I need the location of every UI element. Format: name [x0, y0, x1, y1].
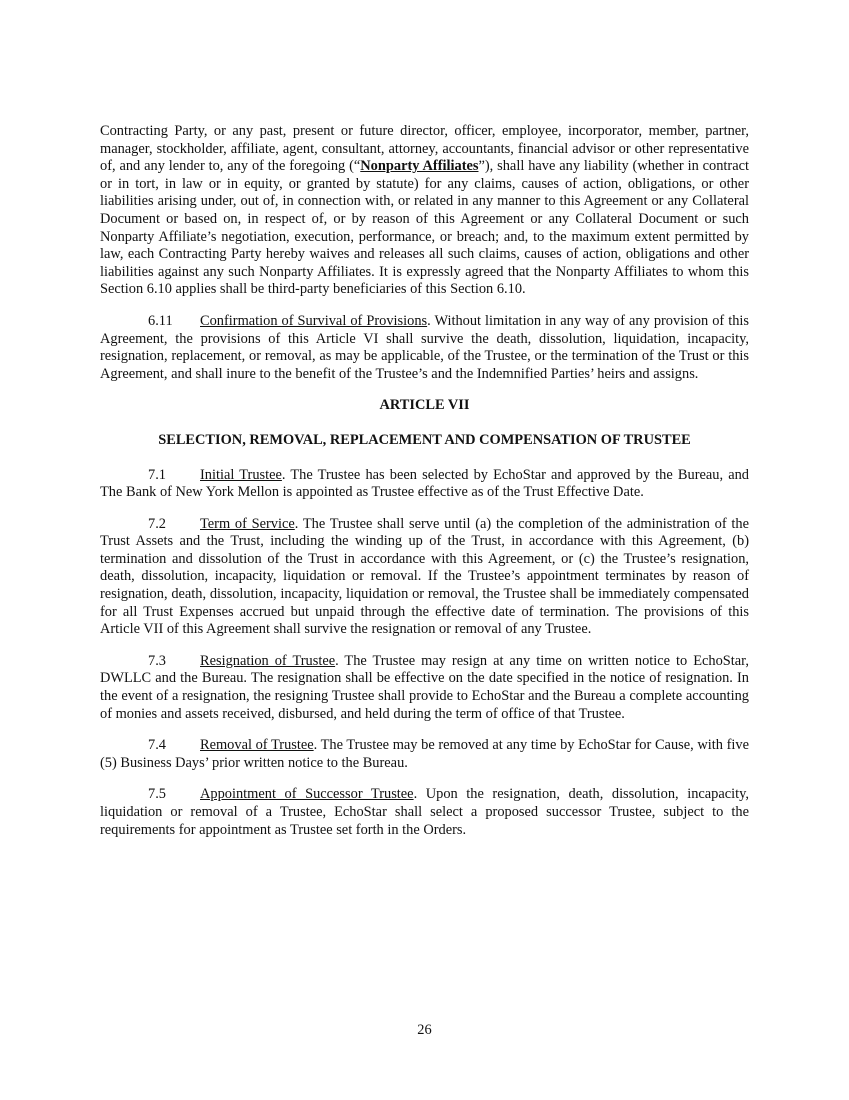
paragraph-6-10-continued [100, 123, 749, 299]
section-text: . Upon the resignation, death, dissolution, incapacity, liquidation or removal of a Trustee, EchoStar shall select a proposed successor Trustee, subject to the requirements for appointment as Trustee set forth in the Orders. [100, 786, 749, 838]
section-number: 7.5 [148, 786, 166, 803]
section-text: . The Trustee shall serve until (a) the completion of the administration of the Trust Assets and the Trust, including the winding up of the Trust, in accordance with this Agreement, (b) termination and dissolution of the Trust in accordance with this Agreement, or (c) the Trustee’s resignation, death, dissolution, incapacity, liquidation or removal. If the Trustee’s appointment terminates by reason of resignation, death, dissolution, incapacity, liquidation or removal, the Trustee shall be immediately compensated for all Trust Expenses accrued but unpaid through the effective date of termination. The provisions of this Article VII of this Agreement shall survive the resignation or removal of any Trustee. [100, 515, 749, 638]
section-number: 7.1 [148, 466, 166, 483]
section-text: . The Trustee may be removed at any time by EchoStar for Cause, with five (5) Business Days’ prior written notice to the Bureau. [100, 737, 749, 771]
section-7-3 [100, 653, 749, 723]
section-heading: Resignation of Trustee [200, 652, 336, 669]
section-7-4 [100, 737, 749, 772]
section-text: . The Trustee has been selected by EchoStar and approved by the Bureau, and The Bank of New York Mellon is appointed as Trustee effective as of the Trust Effective Date. [100, 466, 749, 501]
section-7-5 [100, 786, 749, 839]
section-number: 7.2 [148, 515, 166, 532]
section-heading: Term of Service [200, 515, 295, 532]
section-number: 6.11 [148, 312, 173, 329]
section-number: 7.3 [148, 652, 166, 669]
document-page [100, 123, 749, 853]
section-7-1 [100, 467, 749, 502]
section-7-2 [100, 516, 749, 639]
paragraph-text: ”), shall have any liability (whether in contract or in tort, in law or in equity, or granted by statute) for any claims, causes of action, obligations, or other liabilities arising under, out of, in connection with, or related in any manner to this Agreement or any Collateral Document or based on, in respect of, or by reason of this Agreement or any Collateral Document or such Nonparty Affiliate’s negotiation, execution, performance, or breach; and, to the maximum extent permitted by law, each Contracting Party hereby waives and releases all such claims, causes of action, obligations and other liabilities against any such Nonparty Affiliates. It is expressly agreed that the Nonparty Affiliates to whom this Section 6.10 applies shall be third-party beneficiaries of this Section 6.10. [100, 158, 749, 298]
section-heading: Confirmation of Survival of Provisions [200, 312, 428, 329]
section-heading: Initial Trustee [200, 466, 282, 483]
article-title: SELECTION, REMOVAL, REPLACEMENT AND COMPENSATION OF TRUSTEE [158, 431, 691, 448]
defined-term-nonparty-affiliates: Nonparty Affiliates [360, 158, 479, 175]
section-text: . The Trustee may resign at any time on written notice to EchoStar, DWLLC and the Bureau. The resignation shall be effective on the date specified in the notice of resignation. In the event of a resignation, the resigning Trustee shall provide to EchoStar and the Bureau a complete accounting of monies and assets received, disbursed, and held during the term of office of that Trustee. [100, 652, 749, 722]
section-heading: Appointment of Successor Trustee [200, 786, 414, 803]
paragraph-text: Contracting Party, or any past, present or future director, officer, employee, incorporator, member, partner, manager, stockholder, affiliate, agent, consultant, attorney, accountants, financial advisor or other representative of, and any lender to, any of the foregoing (“ [100, 123, 749, 175]
section-text: . Without limitation in any way of any provision of this Agreement, the provisions of this Article VI shall survive the death, dissolution, liquidation, incapacity, resignation, replacement, or removal, as may be applicable, of the Trustee, or the termination of the Trust or this Agreement, and shall inure to the benefit of the Trustee’s and the Indemnified Parties’ heirs and assigns. [100, 312, 749, 382]
page-number: 26 [417, 1022, 432, 1038]
section-6-11 [100, 313, 749, 383]
section-number: 7.4 [148, 737, 166, 754]
section-heading: Removal of Trustee [200, 737, 314, 754]
article-number: ARTICLE VII [379, 397, 470, 414]
